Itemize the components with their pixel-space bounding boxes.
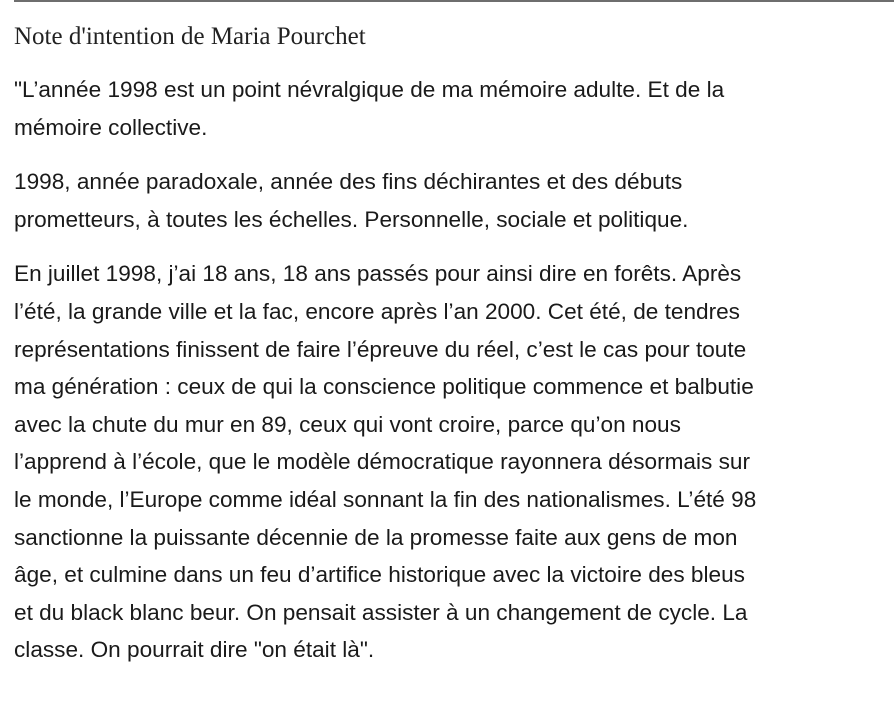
paragraph-juillet-1998: En juillet 1998, j’ai 18 ans, 18 ans passés pour ainsi dire en forêts. Après l’été, la grande ville et la fac, encore après l’an 2000. Cet été, de tendres représentations finissent de faire l’épreuve du réel, c’est le cas pour toute ma génération : ceux de qui la conscience politique commence et balbutie avec la chute du mur en 89, ceux qui vont croire, parce qu’on nous l’apprend à l’école, que le modèle démocratique rayonnera désormais sur le monde, l’Europe comme idéal sonnant la fin des nationalismes. L’été 98 sanctionne la puissante décennie de la promesse faite aux gens de mon âge, et culmine dans un feu d’artifice historique avec la victoire des bleus et du black blanc beur. On pensait assister à un changement de cycle. La classe. On pourrait dire "on était là".	[14, 261, 757, 663]
article-heading: Note d'intention de Maria Pourchet	[14, 23, 366, 50]
paragraph-intro: "L’année 1998 est un point névralgique de ma mémoire adulte. Et de la mémoire collective.	[14, 77, 725, 140]
top-divider	[14, 0, 894, 2]
paragraph-1998: 1998, année paradoxale, année des fins déchirantes et des débuts prometteurs, à toutes les échelles. Personnelle, sociale et politique.	[14, 169, 689, 232]
article-body	[14, 18, 886, 686]
